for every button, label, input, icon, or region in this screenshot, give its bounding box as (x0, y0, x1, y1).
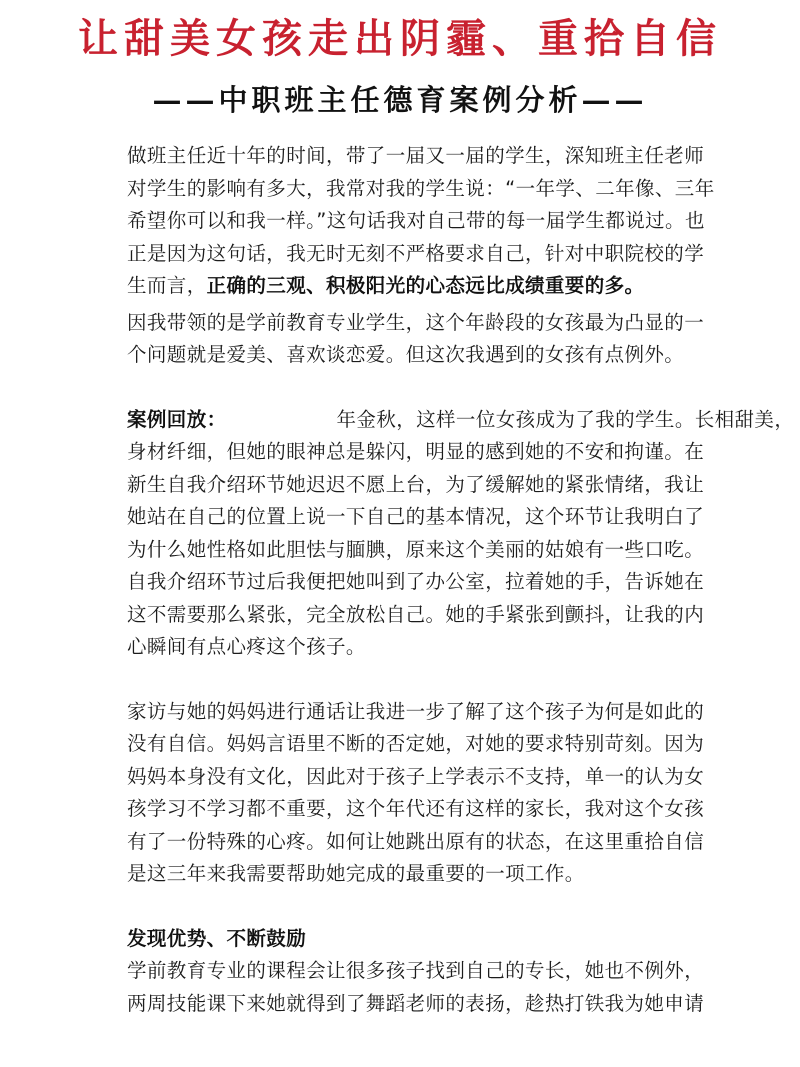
text-line: 做班主任近十年的时间，带了一届又一届的学生，深知班主任老师 (127, 144, 705, 167)
paragraph-intro (127, 140, 715, 303)
redacted-year (227, 410, 337, 430)
text-line: 新生自我介绍环节她迟迟不愿上台，为了缓解她的紧张情绪，我让 (127, 472, 705, 496)
text-line: 这不需要那么紧张，完全放松自己。她的手紧张到颤抖，让我的内 (127, 602, 705, 626)
text-line: 正是因为这句话，我无时无刻不严格要求自己，针对中职院校的学 (127, 241, 705, 265)
text-line: 她站在自己的位置上说一下自己的基本情况，这个环节让我明白了 (127, 505, 705, 528)
page-subtitle: ——中职班主任德育案例分析—— (152, 83, 648, 117)
text-line: 因我带领的是学前教育专业学生，这个年龄段的女孩最为凸显的一 (127, 310, 705, 334)
text-segment: 年金秋，这样一位女孩成为了我的学生。长相甜美， (336, 407, 795, 431)
paragraph-home-visit (127, 696, 705, 891)
text-line: 学前教育专业的课程会让很多孩子找到自己的专长，她也不例外， (127, 959, 705, 982)
section-strengths (127, 923, 705, 1021)
emphasis-text: 正确的三观、积极阳光的心态远比成绩重要的多。 (206, 274, 645, 297)
text-line (127, 404, 795, 437)
text-line: 希望你可以和我一样。”这句话我对自己带的每一届学生都说过。也 (127, 209, 705, 232)
text-line: 自我介绍环节过后我便把她叫到了办公室，拉着她的手，告诉她在 (127, 570, 705, 593)
text-line: 两周技能课下来她就得到了舞蹈老师的表扬，趁热打铁我为她申请 (127, 991, 705, 1015)
text-line: 个问题就是爱美、喜欢谈恋爱。但这次我遇到的女孩有点例外。 (127, 343, 685, 366)
section-heading: 发现优势、不断鼓励 (127, 926, 307, 950)
spacer (127, 664, 687, 696)
text-line: 是这三年来我需要帮助她完成的最重要的一项工作。 (127, 862, 585, 885)
case-review-label: 案例回放： (127, 407, 227, 431)
text-line: 有了一份特殊的心疼。如何让她跳出原有的状态，在这里重拾自信 (127, 829, 705, 853)
paragraph-context (127, 307, 705, 372)
text-line: 没有自信。妈妈言语里不断的否定她，对她的要求特别苛刻。因为 (127, 732, 705, 755)
spacer (127, 891, 687, 923)
text-line: 身材纤细，但她的眼神总是躲闪，明显的感到她的不安和拘谨。在 (127, 440, 705, 463)
text-line: 家访与她的妈妈进行通话让我进一步了解了这个孩子为何是如此的 (127, 699, 705, 723)
spacer (127, 372, 687, 404)
text-line: 心瞬间有点心疼这个孩子。 (127, 635, 366, 658)
paragraph-case-review (127, 404, 795, 664)
article-body (127, 140, 795, 1020)
text-line: 孩学习不学习都不重要，这个年代还有这样的家长，我对这个女孩 (127, 797, 705, 820)
text-segment: 生而言， (127, 274, 207, 297)
page-title: 让甜美女孩走出阴霾、重拾自信 (78, 15, 722, 62)
text-line: 对学生的影响有多大，我常对我的学生说：“一年学、二年像、三年 (127, 176, 715, 200)
text-line (127, 270, 687, 303)
text-line: 为什么她性格如此胆怯与腼腆，原来这个美丽的姑娘有一些口吃。 (127, 537, 705, 561)
text-line: 妈妈本身没有文化，因此对于孩子上学表示不支持，单一的认为女 (127, 764, 705, 788)
